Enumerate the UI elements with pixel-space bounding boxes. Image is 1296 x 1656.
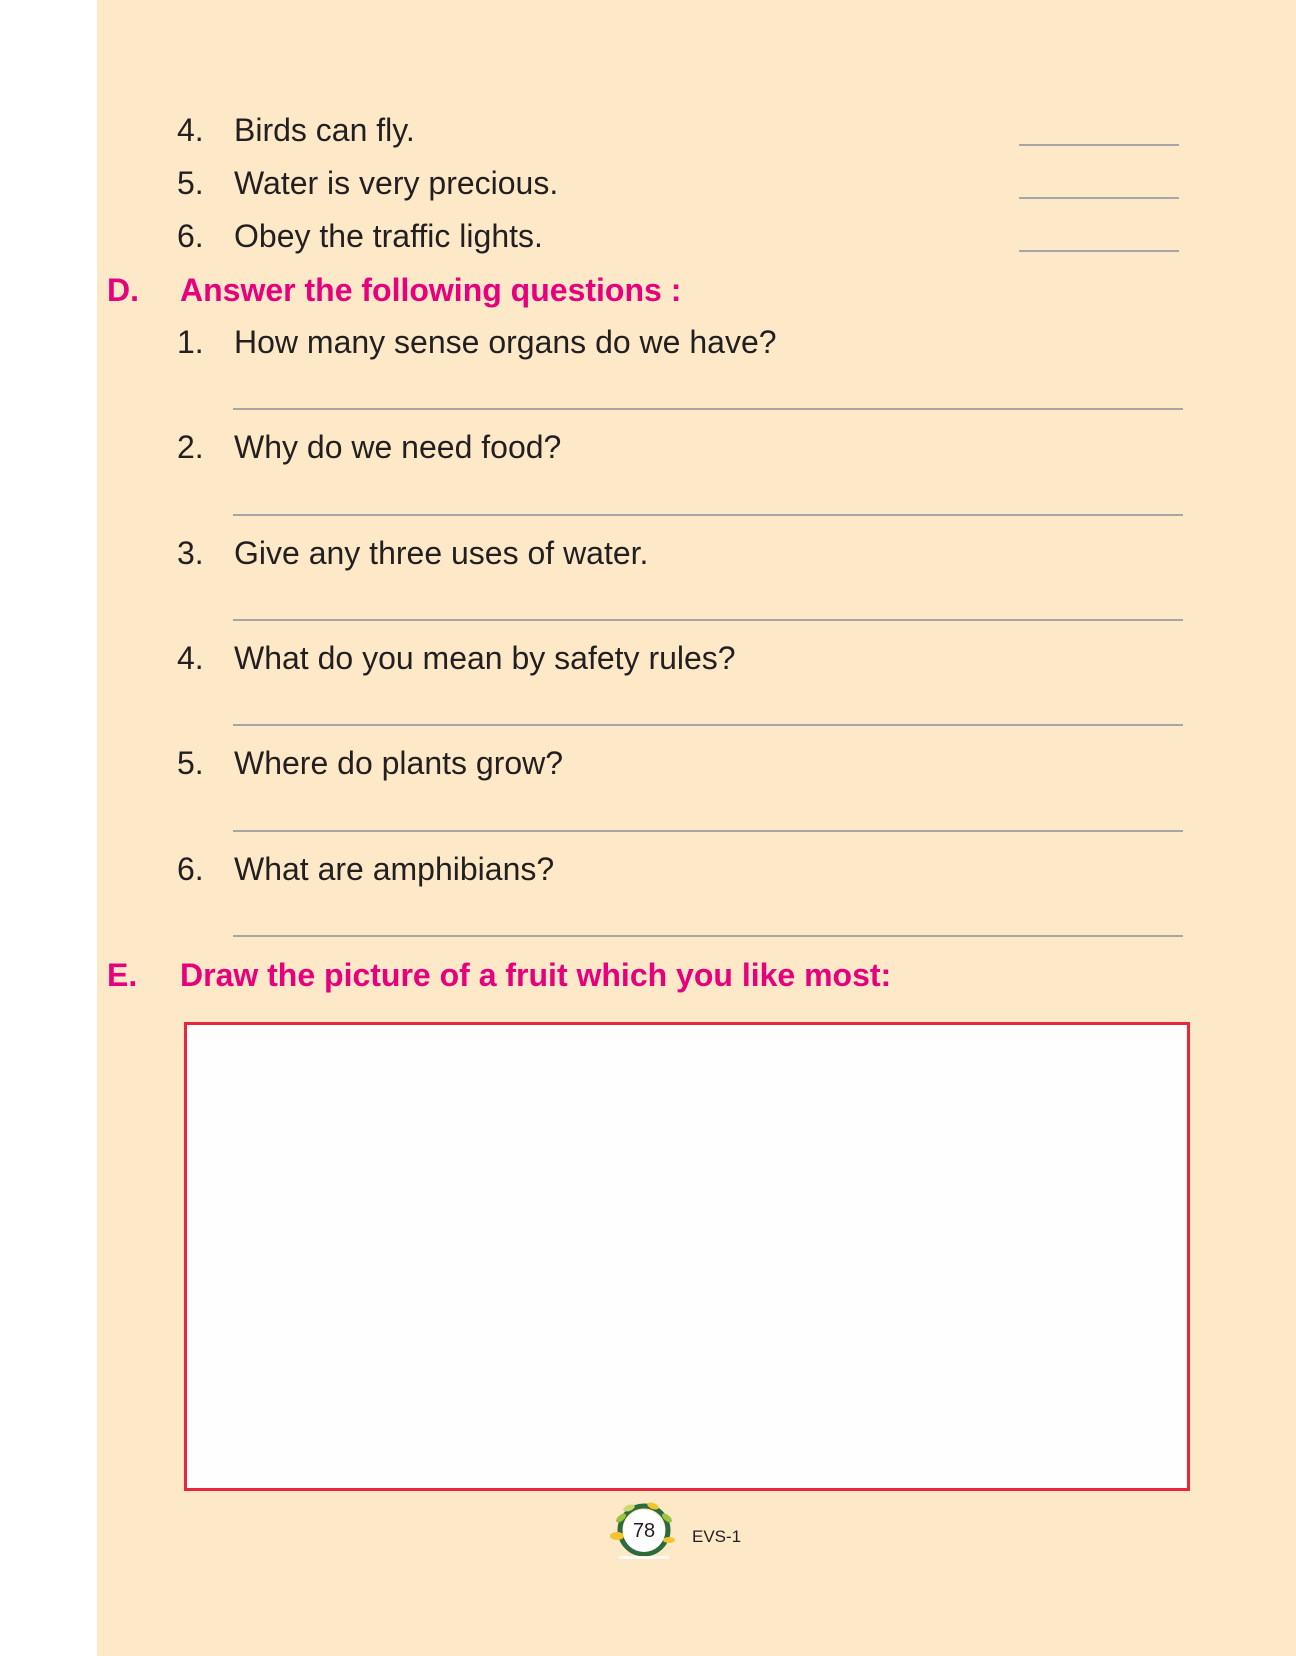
question-text: How many sense organs do we have? [234,324,777,360]
prev-item-text: Obey the traffic lights. [234,218,543,254]
page-number: 78 [623,1510,665,1552]
answer-line[interactable] [233,619,1183,621]
answer-line[interactable] [233,724,1183,726]
drawing-box[interactable] [184,1022,1190,1491]
section-d-letter: D. [107,272,139,308]
answer-line[interactable] [233,408,1183,410]
page-number-badge [609,1502,677,1562]
question-text: Why do we need food? [234,429,562,465]
prev-item-text: Water is very precious. [234,165,559,201]
answer-line[interactable] [233,935,1183,937]
prev-item-text: Birds can fly. [234,112,415,148]
short-answer-blank[interactable] [1019,250,1179,252]
question-number: 6. [177,851,204,887]
question-number: 2. [177,429,204,465]
question-number: 1. [177,324,204,360]
prev-item-number: 4. [177,112,204,148]
section-e-title: Draw the picture of a fruit which you like most: [180,957,892,993]
question-number: 3. [177,535,204,571]
short-answer-blank[interactable] [1019,144,1179,146]
question-number: 4. [177,640,204,676]
workbook-page [97,0,1296,1656]
question-number: 5. [177,745,204,781]
answer-line[interactable] [233,830,1183,832]
answer-line[interactable] [233,514,1183,516]
question-text: What are amphibians? [234,851,555,887]
prev-item-number: 5. [177,165,204,201]
book-code: EVS-1 [692,1527,742,1546]
question-text: Where do plants grow? [234,745,564,781]
short-answer-blank[interactable] [1019,197,1179,199]
section-d-title: Answer the following questions : [180,272,682,308]
section-e-letter: E. [107,957,138,993]
question-text: Give any three uses of water. [234,535,649,571]
question-text: What do you mean by safety rules? [234,640,736,676]
prev-item-number: 6. [177,218,204,254]
